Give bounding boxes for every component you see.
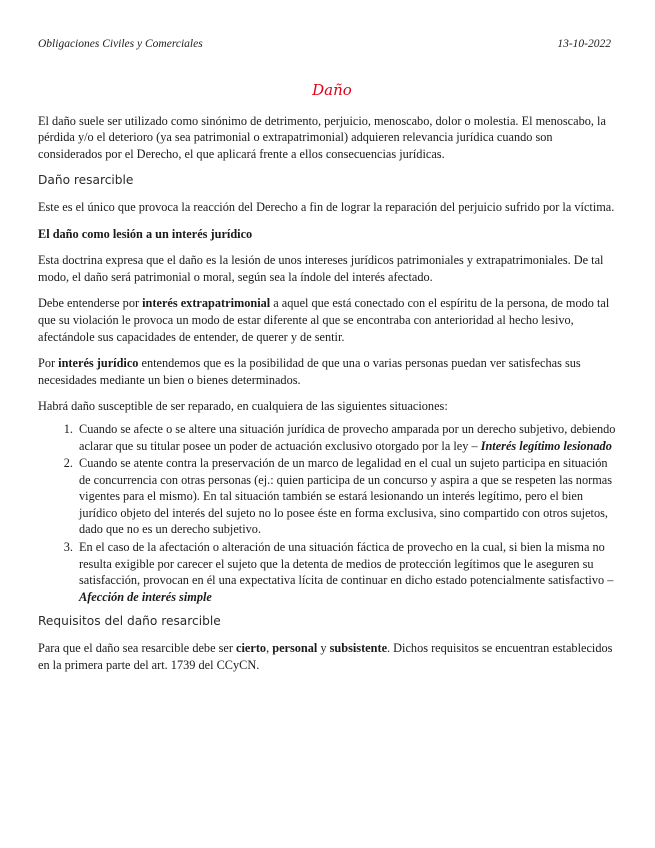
text-run: a aquel que está conectado con el espíritu de la persona, de modo tal que su violación le provoca un modo de estar diferente al que se encontraba con anterioridad al hecho lesivo, afectándole sus capacidades de entender, de querer y de sentir. — [38, 296, 610, 344]
bold-term: interés extrapatrimonial — [142, 296, 271, 311]
text-run: y — [317, 641, 330, 656]
text-run: Debe entenderse por — [38, 296, 143, 311]
list-item — [76, 421, 618, 454]
interes-extrapatrimonial-paragraph — [38, 295, 618, 345]
document-body — [38, 82, 618, 683]
text-run: entendemos que es la posibilidad de que una o varias personas puedan ver satisfechas sus necesidades mediante un bien o bienes determinados. — [38, 356, 581, 387]
text-run: Para que el daño sea resarcible debe ser — [38, 641, 237, 656]
page-title: Daño — [312, 81, 352, 99]
requisitos-paragraph — [38, 640, 618, 673]
situaciones-list — [38, 421, 618, 606]
list-item-emphasis: Afección de interés simple — [79, 589, 212, 604]
list-item-text: Cuando se atente contra la preservación de un marco de legalidad en el cual un sujeto participa en situación de concurrencia con otras personas (ej.: quien participa de un concurso y aspira a que se respeten las normas vigentes para el mismo). En tal situación también se estará lesionando un interés legítimo, pero el bien jurídico objeto del interés del sujeto no lo posee éste en forma exclusiva, sino compartido con otros sujetos, dado que no es un derecho subjetivo. — [79, 456, 612, 537]
bold-term: interés jurídico — [58, 356, 139, 371]
dano-resarcible-paragraph: Este es el único que provoca la reacción del Derecho a fin de lograr la reparación del perjuicio sufrido por la víctima. — [38, 199, 615, 214]
list-item — [76, 455, 618, 538]
section-heading-dano-resarcible: Daño resarcible — [38, 173, 134, 188]
doctrina-paragraph: Esta doctrina expresa que el daño es la lesión de unos intereses jurídicos patrimoniales y extrapatrimoniales. De tal modo, el daño será patrimonial o moral, según sea la índole del interés afectado. — [38, 253, 604, 284]
section-heading-requisitos: Requisitos del daño resarcible — [38, 614, 221, 629]
section-heading-lesion-interes: El daño como lesión a un interés jurídico — [38, 226, 253, 241]
list-item-emphasis: Interés legítimo lesionado — [480, 438, 612, 453]
list-item — [76, 539, 618, 605]
list-item-text: Cuando se afecte o se altere una situación jurídica de provecho amparada por un derecho subjetivo, debiendo aclarar que su titular posee un poder de actuación exclusivo otorgado por la ley – — [79, 421, 616, 453]
bold-term: cierto — [236, 641, 267, 656]
text-run: Por — [38, 356, 59, 371]
header-course: Obligaciones Civiles y Comerciales — [38, 38, 203, 50]
text-run: , — [266, 641, 273, 656]
intro-paragraph: El daño suele ser utilizado como sinónimo de detrimento, perjuicio, menoscabo, dolor o molestia. El menoscabo, la pérdida y/o el deterioro (ya sea patrimonial o extrapatrimonial) adquieren relevancia jurídica cuando son considerados por el Derecho, el que aplicará frente a ellos consecuencias jurídicas. — [38, 113, 606, 161]
bold-term: subsistente — [329, 641, 388, 656]
situaciones-intro: Habrá daño susceptible de ser reparado, en cualquiera de las siguientes situaciones: — [38, 399, 448, 414]
text-run: . Dichos requisitos se encuentran establecidos en la primera parte del art. 1739 del CCyCN. — [38, 641, 613, 672]
bold-term: personal — [272, 641, 318, 656]
interes-juridico-paragraph — [38, 355, 618, 388]
header-date: 13-10-2022 — [557, 38, 611, 50]
list-item-text: En el caso de la afectación o alteración de una situación fáctica de provecho en la cual, si bien la misma no resulta exigible por carecer el sujeto que la detenta de medios de protección legítimos que le aseguren su satisfacción, provocan en él una expectativa lícita de continuar en dicho estado potencialmente satisfactivo – — [79, 540, 614, 588]
